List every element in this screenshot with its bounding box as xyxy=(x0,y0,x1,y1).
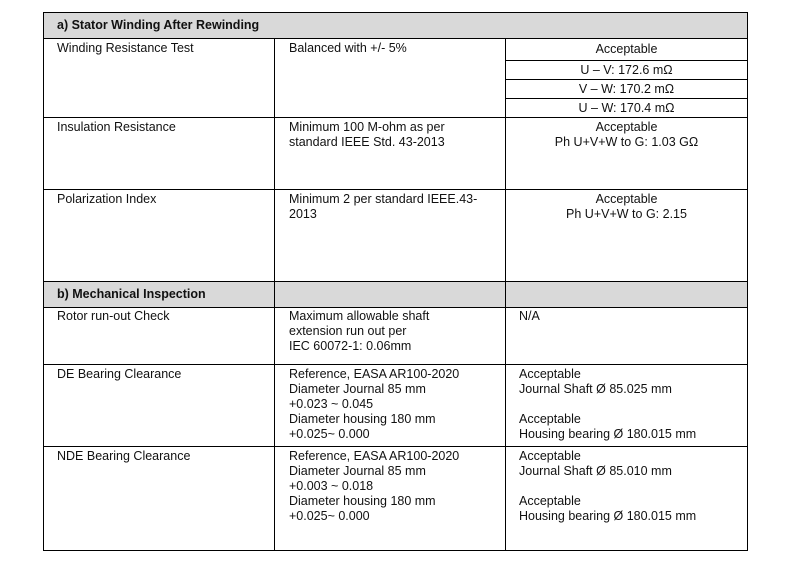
result-value: Journal Shaft Ø 85.025 mm xyxy=(519,382,672,396)
result-value: Housing bearing Ø 180.015 mm xyxy=(519,509,697,523)
result-value: Ph U+V+W to G: 1.03 GΩ xyxy=(554,135,699,149)
criteria-line: Reference, EASA AR100-2020 xyxy=(289,367,460,381)
rule xyxy=(43,12,44,551)
criteria-line: extension run out per xyxy=(289,324,407,338)
rule xyxy=(43,446,748,447)
test-name: Polarization Index xyxy=(57,192,157,206)
test-name: NDE Bearing Clearance xyxy=(57,449,191,463)
rule xyxy=(43,550,748,551)
result-value: V – W: 170.2 mΩ xyxy=(578,82,675,96)
rule xyxy=(43,364,748,365)
rule xyxy=(505,60,748,61)
rule xyxy=(43,189,748,190)
result-status: Acceptable xyxy=(519,412,581,426)
result-value: Housing bearing Ø 180.015 mm xyxy=(519,427,697,441)
result-status: Acceptable xyxy=(519,449,581,463)
criteria-line: Diameter housing 180 mm xyxy=(289,412,436,426)
criteria-line: +0.023 ~ 0.045 xyxy=(289,397,374,411)
criteria-line: Maximum allowable shaft xyxy=(289,309,430,323)
criteria-line: 2013 xyxy=(289,207,317,221)
rule xyxy=(747,12,748,551)
criteria-line: +0.025~ 0.000 xyxy=(289,427,370,441)
criteria-line: Diameter Journal 85 mm xyxy=(289,464,426,478)
result-status: N/A xyxy=(519,309,540,323)
rule xyxy=(274,38,275,551)
result-status: Acceptable xyxy=(519,494,581,508)
rule xyxy=(43,307,748,308)
test-name: Rotor run-out Check xyxy=(57,309,170,323)
criteria-line: Minimum 2 per standard IEEE.43- xyxy=(289,192,478,206)
criteria-line: standard IEEE Std. 43-2013 xyxy=(289,135,445,149)
criteria-line: Minimum 100 M-ohm as per xyxy=(289,120,445,134)
test-name: Insulation Resistance xyxy=(57,120,176,134)
result-value: U – W: 170.4 mΩ xyxy=(578,101,675,115)
section-title: b) Mechanical Inspection xyxy=(57,287,206,301)
result-status: Acceptable xyxy=(595,192,658,206)
criteria-line: IEC 60072-1: 0.06mm xyxy=(289,339,412,353)
result-status: Acceptable xyxy=(595,120,658,134)
result-value: U – V: 172.6 mΩ xyxy=(580,63,673,77)
rule xyxy=(505,79,748,80)
result-status: Acceptable xyxy=(519,367,581,381)
result-value: Journal Shaft Ø 85.010 mm xyxy=(519,464,672,478)
criteria-line: Diameter Journal 85 mm xyxy=(289,382,426,396)
criteria-line: Balanced with +/- 5% xyxy=(289,41,407,55)
rule xyxy=(505,98,748,99)
rule xyxy=(43,12,748,13)
test-name: Winding Resistance Test xyxy=(57,41,194,55)
result-value: Ph U+V+W to G: 2.15 xyxy=(566,207,687,221)
section-title: a) Stator Winding After Rewinding xyxy=(57,18,260,32)
rule xyxy=(43,281,748,282)
criteria-line: +0.025~ 0.000 xyxy=(289,509,370,523)
result-status: Acceptable xyxy=(595,42,658,56)
criteria-line: +0.003 ~ 0.018 xyxy=(289,479,374,493)
rule xyxy=(43,38,748,39)
criteria-line: Diameter housing 180 mm xyxy=(289,494,436,508)
criteria-line: Reference, EASA AR100-2020 xyxy=(289,449,460,463)
rule xyxy=(43,117,748,118)
test-name: DE Bearing Clearance xyxy=(57,367,182,381)
